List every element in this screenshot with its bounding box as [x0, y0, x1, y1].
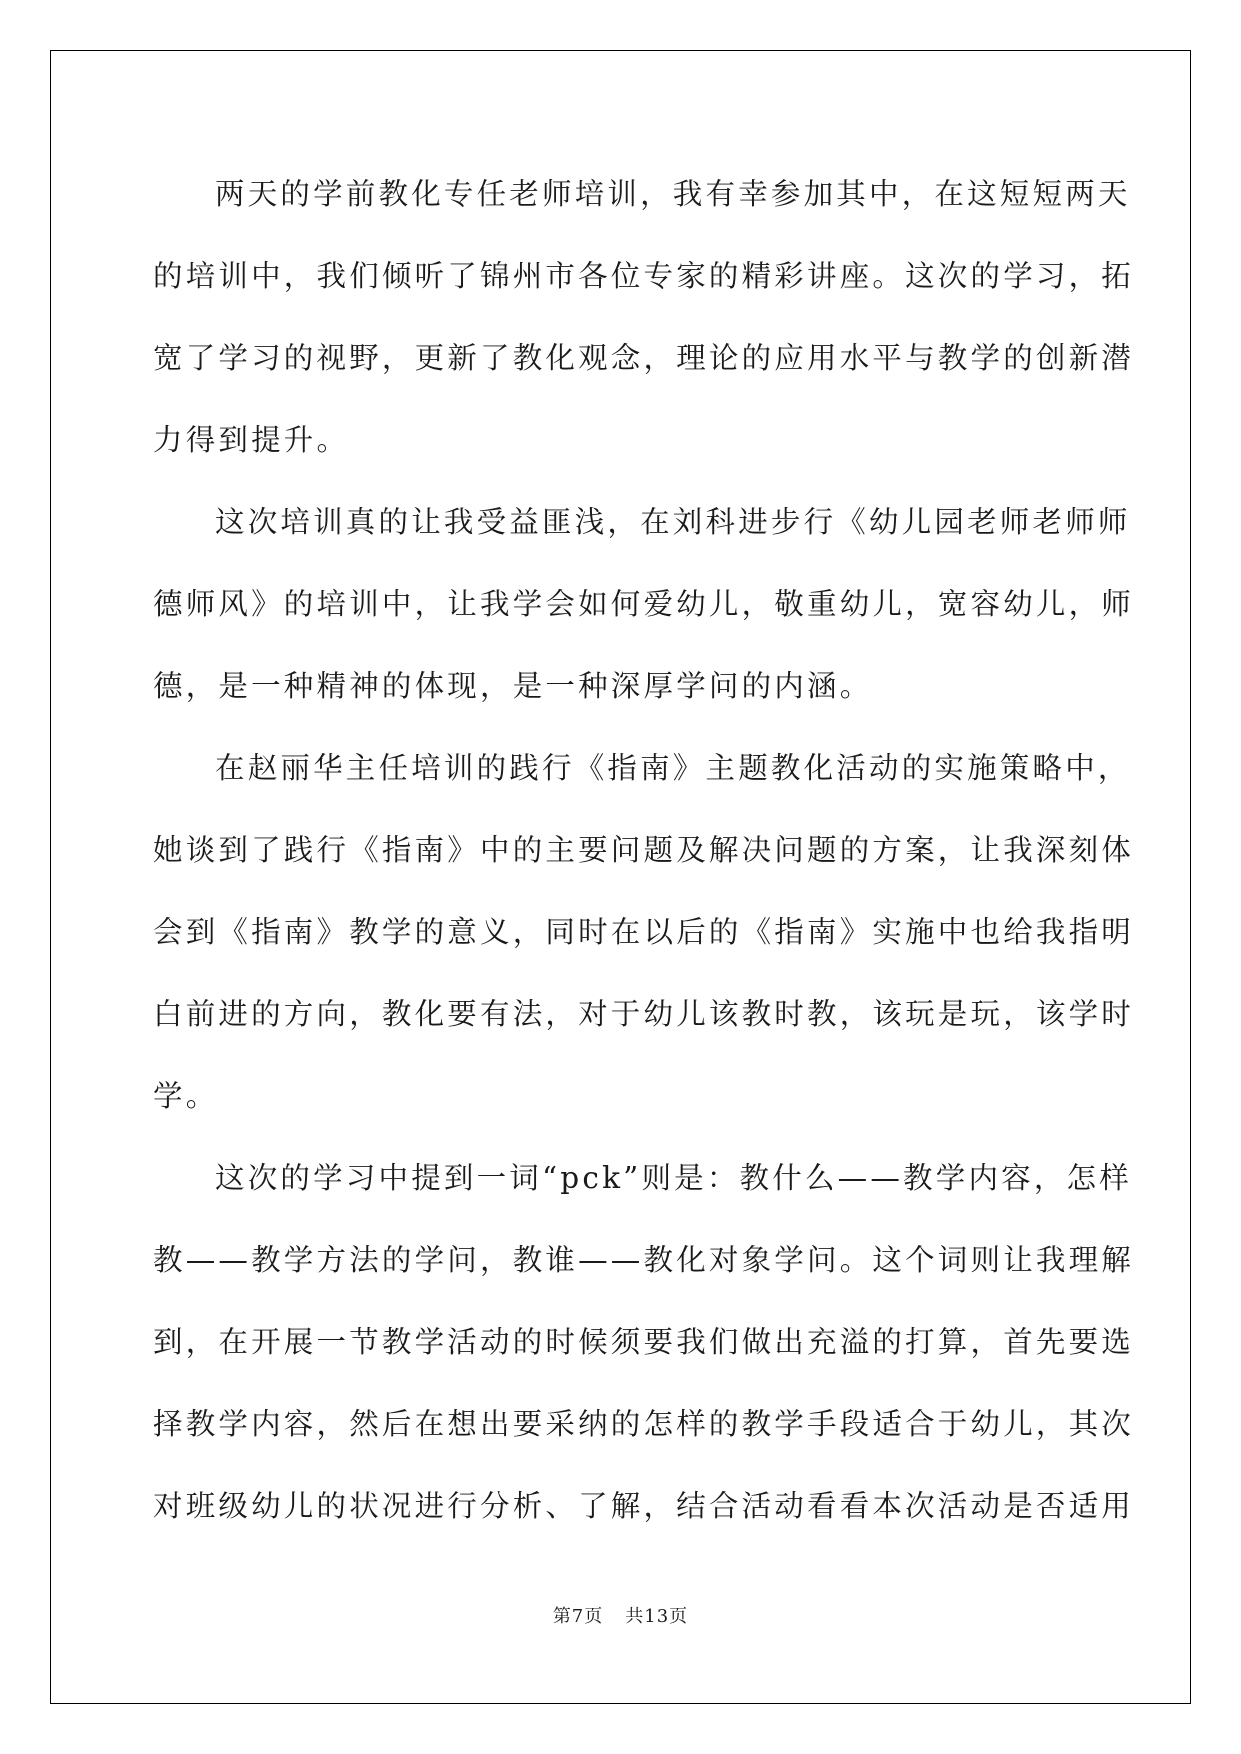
text-line: 择教学内容，然后在想出要采纳的怎样的教学手段适合于幼儿，其次 [153, 1407, 1135, 1441]
text-line: 白前进的方向，教化要有法，对于幼儿该教时教，该玩是玩，该学时 [153, 997, 1135, 1031]
text-line: 教——教学方法的学问，教谁——教化对象学问。这个词则让我理解 [153, 1243, 1135, 1277]
page-total: 共13页 [625, 1606, 689, 1627]
page-footer [0, 1602, 1241, 1628]
document-body [153, 153, 1135, 1547]
text-line: 会到《指南》教学的意义，同时在以后的《指南》实施中也给我指明 [153, 915, 1135, 949]
text-line: 力得到提升。 [153, 423, 350, 457]
paragraph [153, 727, 1135, 1137]
text-line: 到，在开展一节教学活动的时候须要我们做出充溢的打算，首先要选 [153, 1325, 1135, 1359]
paragraph [153, 1137, 1135, 1547]
text-line: 学。 [153, 1079, 219, 1113]
text-line: 这次的学习中提到一词“pck”则是：教什么——教学内容，怎样 [215, 1161, 1132, 1195]
text-line: 德师风》的培训中，让我学会如何爱幼儿，敬重幼儿，宽容幼儿，师 [153, 587, 1135, 621]
text-line: 宽了学习的视野，更新了教化观念，理论的应用水平与教学的创新潜 [153, 341, 1135, 375]
text-line: 在赵丽华主任培训的践行《指南》主题教化活动的实施策略中， [215, 751, 1131, 785]
text-line: 两天的学前教化专任老师培训，我有幸参加其中，在这短短两天 [215, 177, 1131, 211]
text-line: 她谈到了践行《指南》中的主要问题及解决问题的方案，让我深刻体 [153, 833, 1135, 867]
text-line: 这次培训真的让我受益匪浅，在刘科进步行《幼儿园老师老师师 [215, 505, 1131, 539]
paragraph [153, 153, 1135, 481]
text-line: 对班级幼儿的状况进行分析、了解，结合活动看看本次活动是否适用 [153, 1489, 1135, 1523]
page-number: 第7页 [552, 1606, 604, 1627]
text-line: 德，是一种精神的体现，是一种深厚学问的内涵。 [153, 669, 873, 703]
paragraph [153, 481, 1135, 727]
text-line: 的培训中，我们倾听了锦州市各位专家的精彩讲座。这次的学习，拓 [153, 259, 1135, 293]
